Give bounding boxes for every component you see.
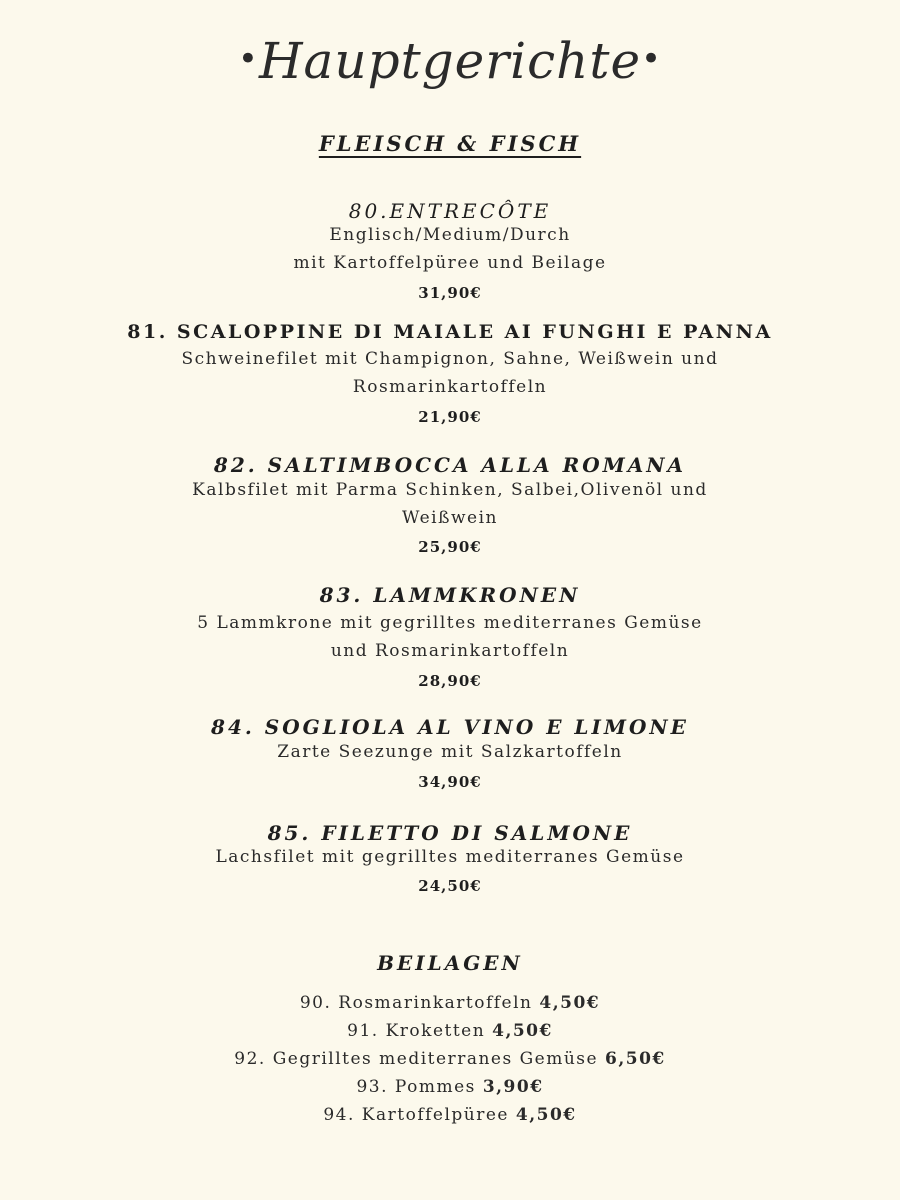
item-name-82: 82. SALTIMBOCCA ALLA ROMANA: [213, 453, 687, 477]
item-desc-85-line1: Lachsfilet mit gegrilltes mediterranes Gemüse: [215, 847, 685, 867]
section-title-sides: BEILAGEN: [377, 951, 523, 975]
side-label-92: 92. Gegrilltes mediterranes Gemüse: [234, 1049, 599, 1069]
page-title: [0, 32, 900, 90]
item-desc-83-line1: 5 Lammkrone mit gegrilltes mediterranes Gemüse: [197, 613, 703, 633]
side-label-93: 93. Pommes: [356, 1077, 476, 1097]
side-item-90: [0, 993, 900, 1013]
side-item-94: [0, 1105, 900, 1125]
side-price-90: 4,50€: [539, 993, 601, 1013]
item-desc-81-line1: Schweinefilet mit Champignon, Sahne, Weißwein und: [181, 349, 719, 369]
item-name-85: 85. FILETTO DI SALMONE: [267, 821, 633, 845]
item-desc-82-line1: Kalbsfilet mit Parma Schinken, Salbei,Olivenöl und: [192, 480, 708, 500]
page-title-text: Hauptgerichte: [258, 32, 642, 90]
item-desc-84-line1: Zarte Seezunge mit Salzkartoffeln: [277, 742, 623, 762]
side-price-93: 3,90€: [482, 1077, 544, 1097]
item-desc-80-line2: mit Kartoffelpüree und Beilage: [293, 253, 607, 273]
side-item-92: [0, 1049, 900, 1069]
item-price-81: 21,90€: [418, 408, 482, 426]
side-item-93: [0, 1077, 900, 1097]
side-label-94: 94. Kartoffelpüree: [323, 1105, 509, 1125]
item-name-81: 81. SCALOPPINE DI MAIALE AI FUNGHI E PANNA: [127, 321, 773, 343]
item-desc-80-line1: Englisch/Medium/Durch: [329, 225, 571, 245]
item-desc-82-line2: Weißwein: [402, 508, 498, 528]
title-dot-left: •: [237, 39, 259, 79]
item-name-80: 80.ENTRECÔTE: [348, 199, 552, 223]
item-price-80: 31,90€: [418, 284, 482, 302]
item-desc-81-line2: Rosmarinkartoffeln: [352, 377, 548, 397]
side-price-91: 4,50€: [492, 1021, 553, 1041]
side-label-91: 91. Kroketten: [347, 1021, 486, 1041]
side-item-91: [0, 1021, 900, 1041]
item-price-82: 25,90€: [418, 538, 482, 556]
item-price-83: 28,90€: [418, 672, 482, 690]
item-price-85: 24,50€: [418, 877, 482, 895]
side-price-94: 4,50€: [515, 1105, 577, 1125]
item-price-84: 34,90€: [418, 773, 482, 791]
title-dot-right: •: [641, 39, 663, 79]
item-name-84: 84. SOGLIOLA AL VINO E LIMONE: [211, 715, 689, 739]
side-price-92: 6,50€: [605, 1049, 666, 1069]
side-label-90: 90. Rosmarinkartoffeln: [299, 993, 533, 1013]
item-name-83: 83. LAMMKRONEN: [319, 583, 581, 607]
item-desc-83-line2: und Rosmarinkartoffeln: [330, 641, 570, 661]
section-title-main: FLEISCH & FISCH: [318, 131, 582, 156]
